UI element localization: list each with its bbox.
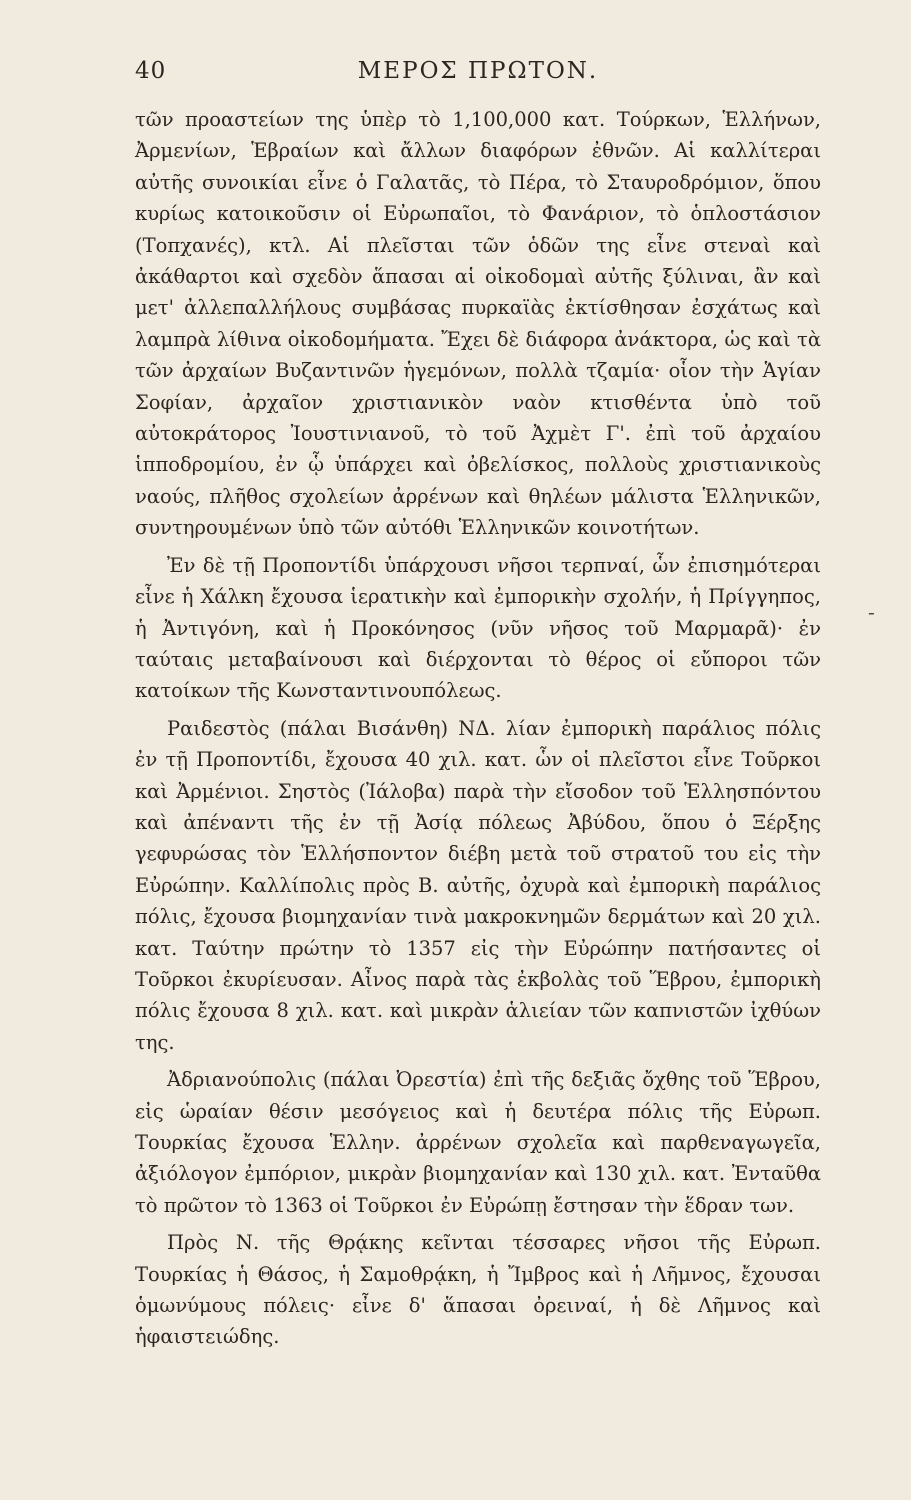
page-header xyxy=(135,58,821,104)
paragraph-constantinople-continued: τῶν προαστείων της ὑπὲρ τὸ 1,100,000 κατ. Τούρκων, Ἑλλήνων, Ἀρμενίων, Ἑβραίων καὶ ἄλλων διαφόρων ἐθνῶν. Αἱ καλλίτεραι αὐτῆς συνοικίαι εἶνε ὁ Γαλατᾶς, τὸ Πέρα, τὸ Σταυροδρόμιον, ὅπου κυρίως κατοικοῦσιν οἱ Εὐρωπαῖοι, τὸ Φανάριον, τὸ ὁπλοστάσιον (Τοπχανές), κτλ. Αἱ πλεῖσται τῶν ὁδῶν της εἶνε στεναὶ καὶ ἀκάθαρτοι καὶ σχεδὸν ἅπασαι αἱ οἰκοδομαὶ αὐτῆς ξύλιναι, ἂν καὶ μετ' ἀλλεπαλλήλους συμβάσας πυρκαϊὰς ἐκτίσθησαν ἐσχάτως καὶ λαμπρὰ λίθινα οἰκοδομήματα. Ἔχει δὲ διάφορα ἀνάκτορα, ὡς καὶ τὰ τῶν ἀρχαίων Βυζαντινῶν ἡγεμόνων, πολλὰ τζαμία· οἷον τὴν Ἁγίαν Σοφίαν, ἀρχαῖον χριστιανικὸν ναὸν κτισθέντα ὑπὸ τοῦ αὐτοκράτορος Ἰουστινιανοῦ, τὸ τοῦ Ἀχμὲτ Γ'. ἐπὶ τοῦ ἀρχαίου ἱπποδρομίου, ἐν ᾧ ὑπάρχει καὶ ὀβελίσκος, πολλοὺς χριστιανικοὺς ναούς, πλῆθος σχολείων ἀρρένων καὶ θηλέων μάλιστα Ἑλληνικῶν, συντηρουμένων ὑπὸ τῶν αὐτόθι Ἑλληνικῶν κοινοτήτων. xyxy=(135,108,821,540)
paragraph-adrianople: Ἀδριανούπολις (πάλαι Ὀρεστία) ἐπὶ τῆς δεξιᾶς ὄχθης τοῦ Ἕβρου, εἰς ὡραίαν θέσιν μεσόγειος καὶ ἡ δευτέρα πόλις τῆς Εὐρωπ. Τουρκίας ἔχουσα Ἑλλην. ἀρρένων σχολεῖα καὶ παρθεναγωγεῖα, ἀξιόλογον ἐμπόριον, μικρὰν βιομηχανίαν καὶ 130 χιλ. κατ. Ἐνταῦθα τὸ πρῶτον τὸ 1363 οἱ Τοῦρκοι ἐν Εὐρώπῃ ἔστησαν τὴν ἕδραν των. xyxy=(135,1068,821,1217)
page-body xyxy=(135,104,821,1353)
paragraph-thracian-islands: Πρὸς Ν. τῆς Θρᾴκης κεῖνται τέσσαρες νῆσοι τῆς Εὐρωπ. Τουρκίας ἡ Θάσος, ἡ Σαμοθρᾴκη, ἡ Ἴμβρος καὶ ἡ Λῆμνος, ἔχουσαι ὁμωνύμους πόλεις· εἶνε δ' ἅπασαι ὀρειναί, ἡ δὲ Λῆμνος καὶ ἡφαιστειώδης. xyxy=(135,1231,821,1349)
page-number: 40 xyxy=(135,58,167,84)
margin-mark: - xyxy=(868,600,875,624)
running-title: ΜΕΡΟΣ ΠΡΩΤΟΝ. xyxy=(357,58,599,84)
paragraph-raidestos: Ραιδεστὸς (πάλαι Βισάνθη) ΝΔ. λίαν ἐμπορικὴ παράλιος πόλις ἐν τῇ Προποντίδι, ἔχουσα 40 χιλ. κατ. ὧν οἱ πλεῖστοι εἶνε Τοῦρκοι καὶ Ἀρμένιοι. Σηστὸς (Ἰάλοβα) παρὰ τὴν εἴσοδον τοῦ Ἑλλησπόντου καὶ ἀπέναντι τῆς ἐν τῇ Ἀσίᾳ πόλεως Ἀβύδου, ὅπου ὁ Ξέρξης γεφυρώσας τὸν Ἑλλήσποντον διέβη μετὰ τοῦ στρατοῦ του εἰς τὴν Εὐρώπην. Καλλίπολις πρὸς Β. αὐτῆς, ὀχυρὰ καὶ ἐμπορικὴ παράλιος πόλις, ἔχουσα βιομηχανίαν τινὰ μακροκνημῶν δερμάτων καὶ 20 χιλ. κατ. Ταύτην πρώτην τὸ 1357 εἰς τὴν Εὐρώπην πατήσαντες οἱ Τοῦρκοι ἐκυρίευσαν. Αἶνος παρὰ τὰς ἐκβολὰς τοῦ Ἕβρου, ἐμπορικὴ πόλις ἔχουσα 8 χιλ. κατ. καὶ μικρὰν ἁλιείαν τῶν καπνιστῶν ἰχθύων της. xyxy=(135,716,821,1054)
paragraph-propontis-islands: Ἐν δὲ τῇ Προποντίδι ὑπάρχουσι νῆσοι τερπναί, ὧν ἐπισημότεραι εἶνε ἡ Χάλκη ἔχουσα ἱερατικὴν καὶ ἐμπορικὴν σχολήν, ἡ Πρίγγηπος, ἡ Ἀντιγόνη, καὶ ἡ Προκόνησος (νῦν νῆσος τοῦ Μαρμαρᾶ)· ἐν ταύταις μεταβαίνουσι καὶ διέρχονται τὸ θέρος οἱ εὔποροι τῶν κατοίκων τῆς Κωνσταντινουπόλεως. xyxy=(135,553,821,703)
